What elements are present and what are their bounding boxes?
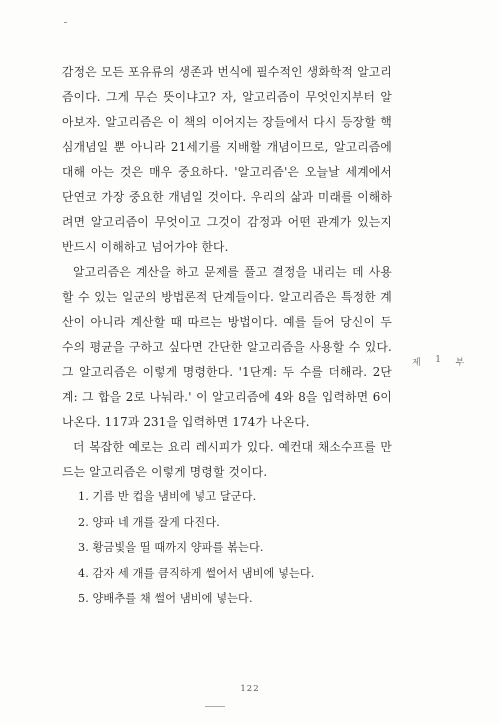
corner-mark [64, 22, 67, 23]
list-item: 4. 감자 세 개를 큼직하게 썰어서 냄비에 넣는다. [78, 566, 315, 580]
page-number-rule [205, 706, 225, 707]
list-item: 3. 황금빛을 띨 때까지 양파를 볶는다. [78, 541, 264, 554]
paragraph-1: 감정은 모든 포유류의 생존과 번식에 필수적인 생화학적 알고리즘이다. 그게 무슨 뜻이냐고? 자, 알고리즘이 무엇인지부터 알아보자. 알고리즘은 이 책의 이어지는 장들에서 다시 등장할 핵심개념일 뿐 아니라 21세기를 지배할 개념이므로, 알고리즘에 대해 아는 것은 매우 중요하다. '알고리즘'은 오늘날 세계에서 단연코 가장 중요한 개념일 것이다. 우리의 삶과 미래를 이해하려면 알고리즘이 무엇이고 그것이 감정과 어떤 관계가 있는지 반드시 이해하고 넘어가야 한다. [62, 65, 392, 254]
page-number: 122 [240, 684, 260, 694]
paragraph-3: 더 복잡한 예로는 요리 레시피가 있다. 예컨대 채소수프를 만드는 알고리즘은 이렇게 명령할 것이다. [62, 440, 392, 479]
part-label-char: 제 [412, 358, 422, 368]
recipe-steps-list [78, 484, 378, 612]
list-item: 1. 기름 반 컵을 냄비에 넣고 달군다. [78, 490, 257, 503]
part-label-char: 부 [455, 358, 465, 368]
body-text [62, 60, 392, 485]
list-item: 2. 양파 네 개를 잘게 다진다. [78, 515, 220, 529]
list-item: 5. 양배추를 채 썰어 냄비에 넣는다. [78, 592, 253, 605]
paragraph-2: 알고리즘은 계산을 하고 문제를 풀고 결정을 내리는 데 사용할 수 있는 일군의 방법론적 단계들이다. 알고리즘은 특정한 계산이 아니라 계산할 때 따르는 방법이다. 예를 들어 당신이 두 수의 평균을 구하고 싶다면 간단한 알고리즘을 사용할 수 있다. 그 알고리즘은 이렇게 명령한다. '1단계: 두 수를 더해라. 2단계: 그 합을 2로 나눠라.' 이 알고리즘에 4와 8을 입력하면 6이 나온다. 117과 231을 입력하면 174가 나온다. [62, 265, 392, 429]
part-label [412, 355, 465, 368]
part-label-number: 1 [435, 355, 442, 365]
